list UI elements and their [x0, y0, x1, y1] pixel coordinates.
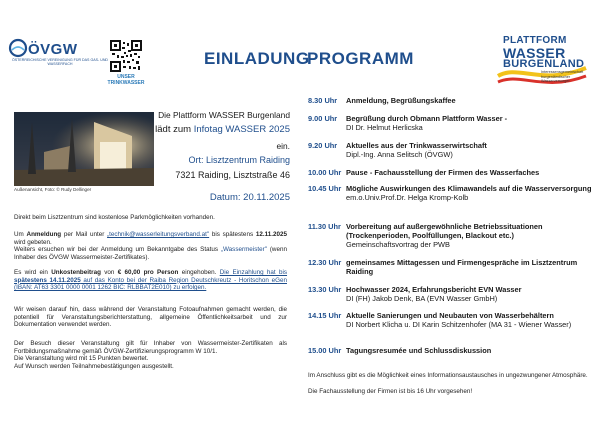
registration-paragraph: Um Anmeldung per Mail unter „technik@wasserleitungsverband.at" bis spätestens 12.11.2025 wird gebeten. Weiters ersuchen wir bei der Anmeldung um Bekanntgabe des Status „Wassermeister" (wenn Inhaber des ÖVGW Wassermeister-Zertifikates). — [14, 231, 287, 261]
organizer-line: Die Plattform WASSER Burgenland — [158, 110, 290, 120]
fee-paragraph: Es wird ein Unkostenbeitrag von € 60,00 pro Person eingehoben. Die Einzahlung hat bis spätestens 14.11.2025 auf das Konto bei der Raiba Region Deutschkreutz - Horitschon eGen (IBAN: AT63 3301 0000 0001 1262 BIC: RLBBAT2E010) zu erfolgen. — [14, 269, 288, 292]
venue-line: Ort: Lisztzentrum Raiding — [188, 155, 290, 165]
heading-invitation: EINLADUNG — [204, 49, 310, 68]
footer-exhibition-note: Die Fachausstellung der Firmen ist bis 16 Uhr vorgesehen! — [308, 388, 473, 395]
event-name-line: lädt zum Infotag WASSER 2025 — [155, 124, 290, 135]
certification-paragraph: Der Besuch dieser Veranstaltung gilt für Inhaber von Wassermeister-Zertifikaten als Fortbildungsmaßnahme gemäß ÖVGW-Zertifizierungsprogramm W 10/1. Die Veranstaltung wird mit 15 Punkten bewertet. Auf Wunsch werden Teilnahmebestätigungen ausgestellt. — [14, 340, 287, 370]
event-line-end: ein. — [276, 141, 290, 151]
footer-exchange-note: Im Anschluss gibt es die Möglichkeit eines Informationsaustausches in ungezwungener Atmosphäre. — [308, 372, 588, 379]
venue-address: 7321 Raiding, Lisztstraße 46 — [175, 170, 290, 180]
burgenland-word: BURGENLAND — [503, 58, 585, 70]
photo-caption: Außenansicht, Foto: © Rudy Dellinger — [14, 187, 92, 192]
parking-note: Direkt beim Lisztzentrum sind kostenlose Parkmöglichkeiten vorhanden. — [14, 214, 215, 221]
ovgw-wordmark: ÖVGW — [28, 41, 78, 58]
plattform-tagline: Interessensgemeinschaft burgenländischer Wasserversorger — [541, 70, 584, 84]
wasser-word: WASSER — [503, 45, 566, 61]
venue-photo — [14, 112, 154, 186]
event-date: 20.11.2025 — [243, 192, 290, 203]
ovgw-subtitle: ÖSTERREICHISCHE VEREINIGUNG FÜR DAS GAS- UND WASSERFACH — [11, 58, 109, 67]
qr-caption: UNSER TRINKWASSER — [107, 74, 145, 86]
venue-name: Lisztzentrum Raiding — [205, 155, 290, 165]
photo-notice-paragraph: Wir weisen darauf hin, dass während der Veranstaltung Fotoaufnahmen gemacht werden, die potentiell für Veranstaltungsberichterstattung, allgemeine Öffentlichkeitsarbeit und zur Dokumentation verwendet werden. — [14, 306, 287, 329]
heading-programme: PROGRAMM — [307, 49, 414, 68]
event-name: Infotag WASSER 2025 — [193, 124, 290, 135]
registration-email-link[interactable]: „technik@wasserleitungsverband.at" — [107, 231, 210, 238]
date-line: Datum: 20.11.2025 — [209, 192, 290, 203]
qr-code-icon[interactable] — [110, 40, 142, 72]
plattform-word: PLATTFORM — [503, 35, 567, 46]
